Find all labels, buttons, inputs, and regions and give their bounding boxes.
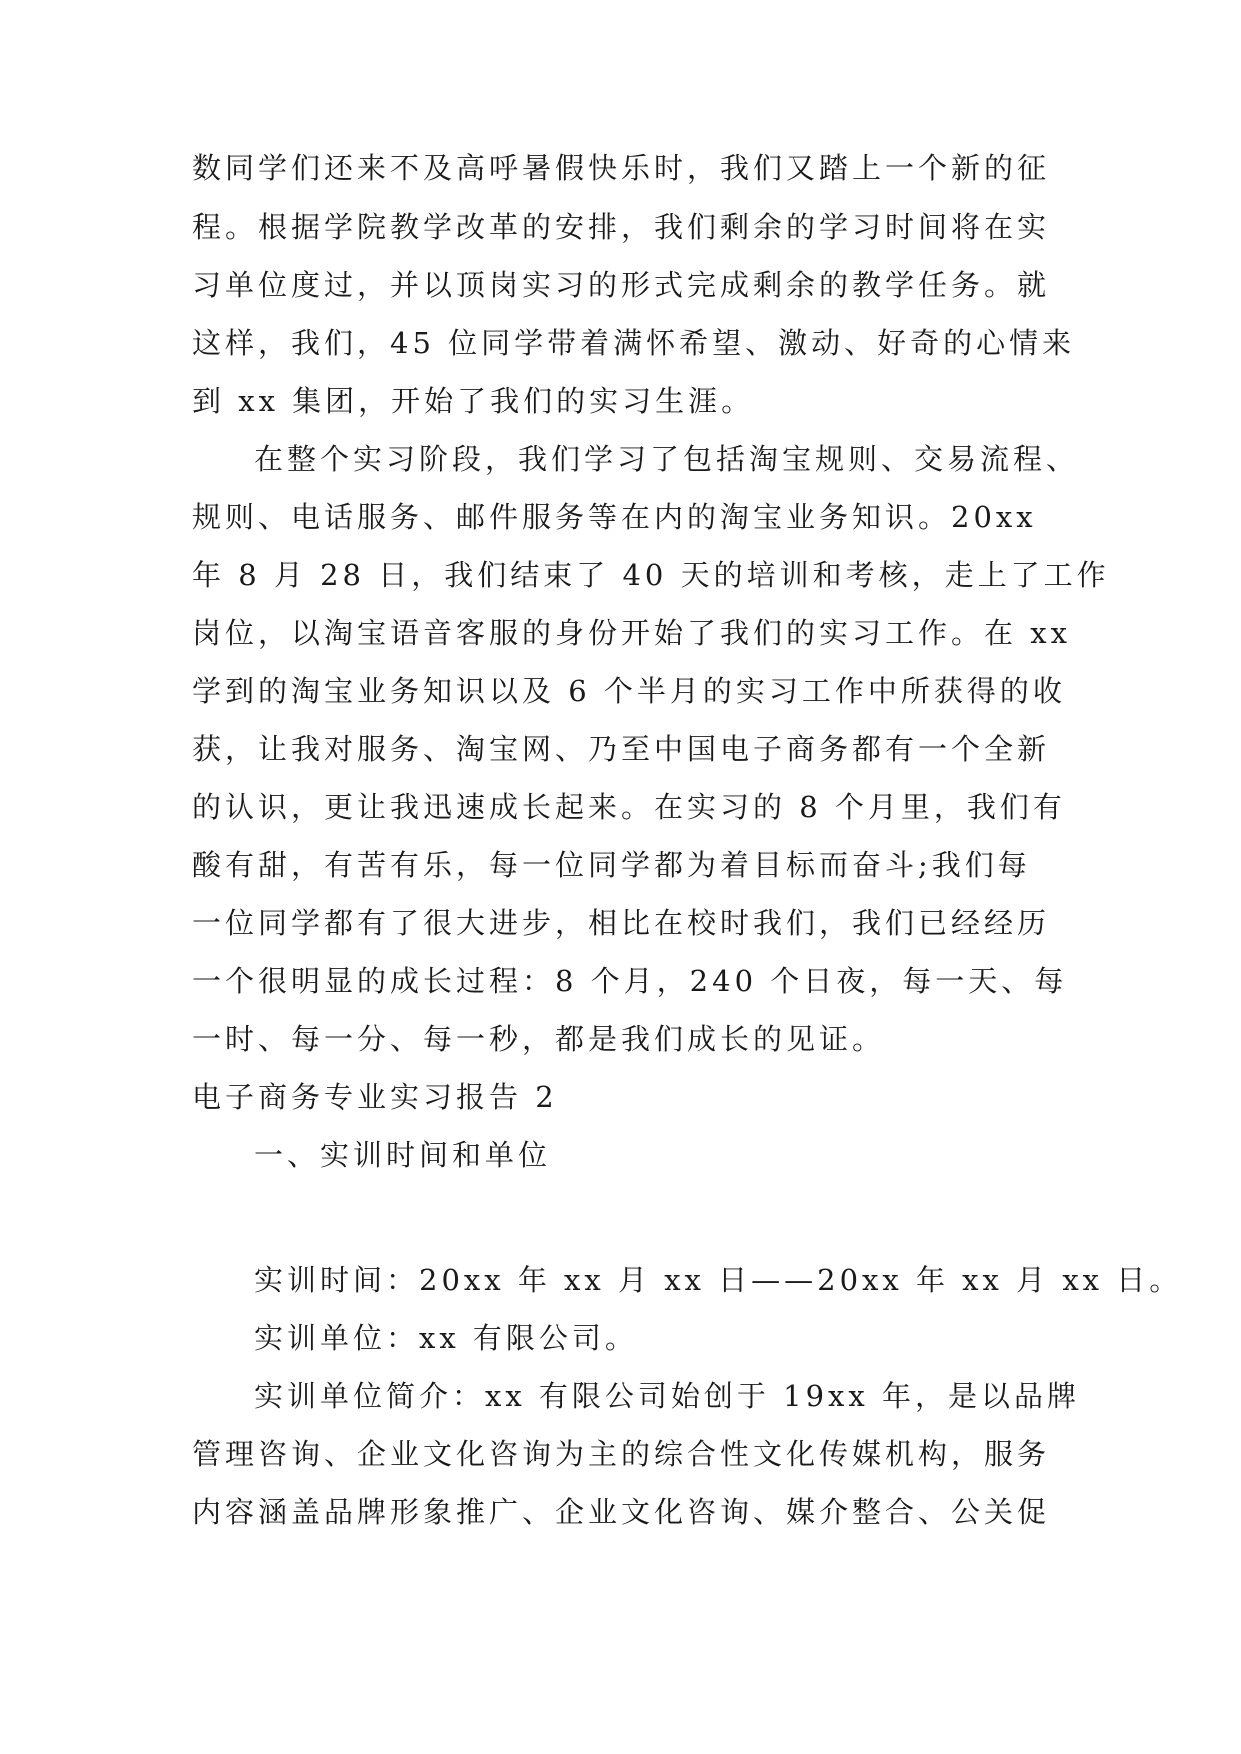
body-text-line: 内容涵盖品牌形象推广、企业文化咨询、媒介整合、公关促 — [192, 1495, 1051, 1529]
body-text-line: 习单位度过，并以顶岗实习的形式完成剩余的教学任务。就 — [192, 268, 1051, 302]
body-text-line: 一个很明显的成长过程：8 个月，240 个日夜，每一天、每 — [192, 964, 1068, 998]
body-text-line: 年 8 月 28 日，我们结束了 40 天的培训和考核，走上了工作 — [192, 558, 1110, 592]
body-text-line: 实训单位简介：xx 有限公司始创于 19xx 年，是以品牌 — [254, 1379, 1080, 1413]
body-text-line: 一时、每一分、每一秒，都是我们成长的见证。 — [192, 1022, 886, 1056]
body-text-line: 学到的淘宝业务知识以及 6 个半月的实习工作中所获得的收 — [192, 674, 1066, 708]
body-text-line: 到 xx 集团，开始了我们的实习生涯。 — [192, 384, 755, 418]
body-text-line: 酸有甜，有苦有乐，每一位同学都为着目标而奋斗;我们每 — [192, 848, 1031, 882]
body-text-line: 一位同学都有了很大进步，相比在校时我们，我们已经经历 — [192, 906, 1051, 940]
body-text-line: 数同学们还来不及高呼暑假快乐时，我们又踏上一个新的征 — [192, 151, 1051, 185]
body-text-line: 的认识，更让我迅速成长起来。在实习的 8 个月里，我们有 — [192, 790, 1066, 824]
body-text-line: 规则、电话服务、邮件服务等在内的淘宝业务知识。20xx — [192, 500, 1037, 534]
body-text-line: 在整个实习阶段，我们学习了包括淘宝规则、交易流程、 — [254, 442, 1080, 476]
section-title: 电子商务专业实习报告 2 — [192, 1080, 558, 1114]
training-unit-line: 实训单位：xx 有限公司。 — [254, 1321, 638, 1355]
body-text-line: 获，让我对服务、淘宝网、乃至中国电子商务都有一个全新 — [192, 732, 1051, 766]
body-text-line: 岗位，以淘宝语音客服的身份开始了我们的实习工作。在 xx — [192, 616, 1071, 650]
subsection-title: 一、实训时间和单位 — [254, 1138, 552, 1172]
body-text-line: 管理咨询、企业文化咨询为主的综合性文化传媒机构，服务 — [192, 1437, 1051, 1471]
body-text-line: 程。根据学院教学改革的安排，我们剩余的学习时间将在实 — [192, 210, 1051, 244]
body-text-line: 这样，我们，45 位同学带着满怀希望、激动、好奇的心情来 — [192, 326, 1076, 360]
training-time-line: 实训时间：20xx 年 xx 月 xx 日——20xx 年 xx 月 xx 日。 — [254, 1263, 1183, 1297]
